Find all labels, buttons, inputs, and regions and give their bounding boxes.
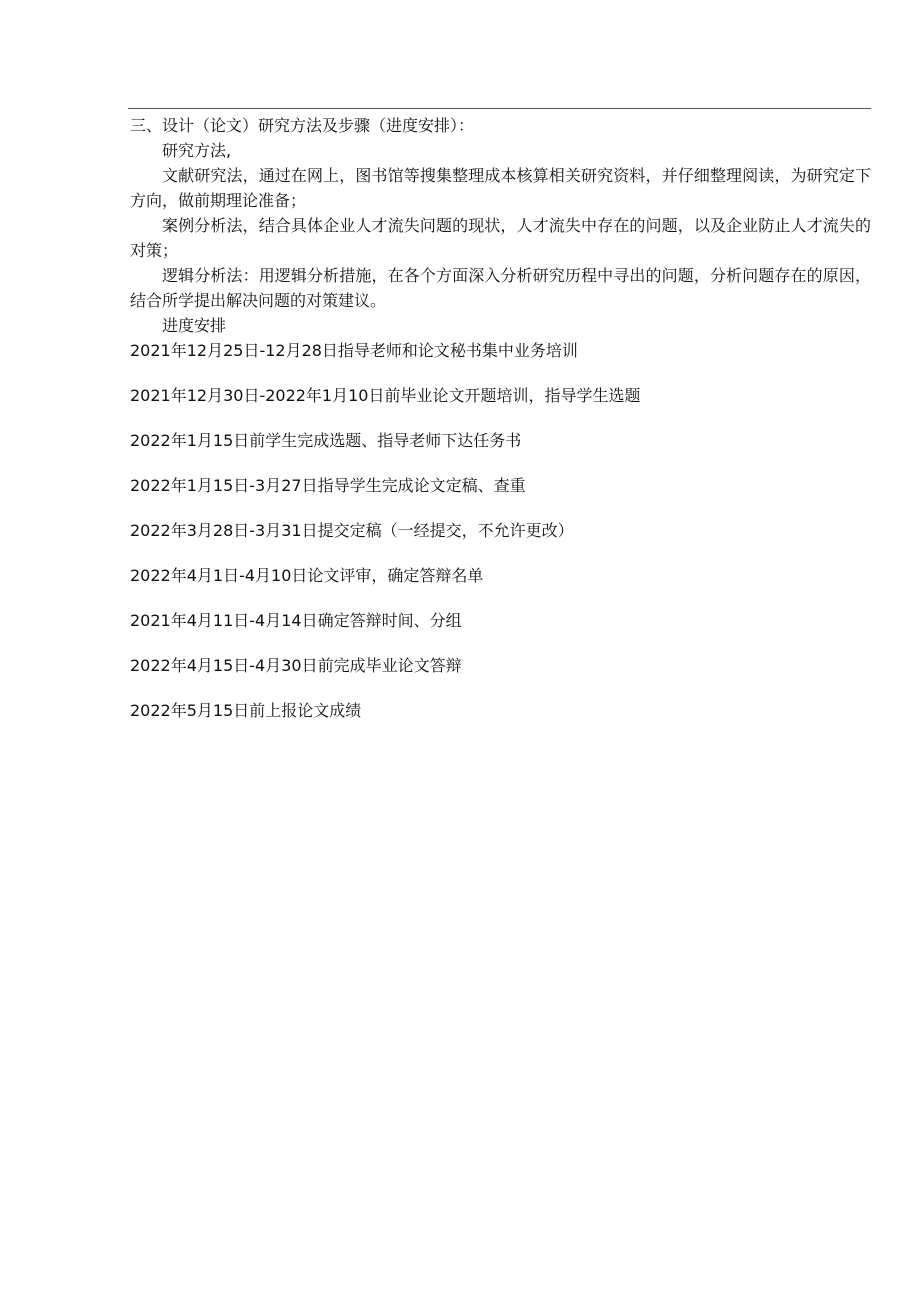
schedule-item: 2022年4月15日-4月30日前完成毕业论文答辩: [130, 656, 462, 675]
methods-section: [130, 113, 871, 338]
method-literature: 文献研究法，通过在网上，图书馆等搜集整理成本核算相关研究资料，并仔细整理阅读，为研究定下方向，做前期理论准备；: [130, 166, 871, 210]
section-heading: 三、设计（论文）研究方法及步骤（进度安排）：: [130, 116, 475, 135]
schedule-item: 2021年12月30日-2022年1月10日前毕业论文开题培训，指导学生选题: [130, 386, 641, 405]
method-case-analysis: 案例分析法，结合具体企业人才流失问题的现状，人才流失中存在的问题，以及企业防止人才流失的对策；: [130, 216, 871, 260]
methods-title: 研究方法,: [162, 141, 232, 160]
method-logic-analysis: 逻辑分析法：用逻辑分析措施，在各个方面深入分析研究历程中寻出的问题，分析问题存在的原因，结合所学提出解决问题的对策建议。: [130, 266, 871, 310]
schedule-item: 2021年4月11日-4月14日确定答辩时间、分组: [130, 611, 462, 630]
top-divider: [128, 108, 871, 109]
schedule-item: 2022年3月28日-3月31日提交定稿（一经提交，不允许更改）: [130, 521, 574, 540]
schedule-title: 进度安排: [162, 316, 227, 335]
schedule-item: 2022年1月15日前学生完成选题、指导老师下达任务书: [130, 431, 522, 450]
schedule-item: 2022年5月15日前上报论文成绩: [130, 701, 362, 720]
schedule-item: 2022年1月15日-3月27日指导学生完成论文定稿、查重: [130, 476, 526, 495]
schedule-item: 2021年12月25日-12月28日指导老师和论文秘书集中业务培训: [130, 341, 578, 360]
schedule-list: [130, 339, 871, 744]
schedule-item: 2022年4月1日-4月10日论文评审，确定答辩名单: [130, 566, 484, 585]
